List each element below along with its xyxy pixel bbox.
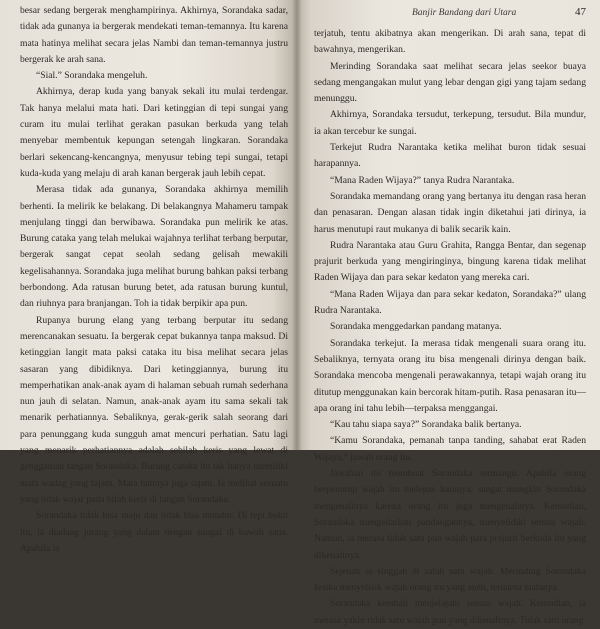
paragraph: Terkejut Rudra Narantaka ketika melihat buron tidak sesuai harapannya. <box>314 142 586 170</box>
paragraph: Jawaban itu membuat Sorandaka termangu. Apabila orang berpenutup wajah itu melepas kainnya, sangat mungkin Sorandaka mengenalinya karena orang itu juga mengenalinya. Kemudian, Sorandaka mengedarkan pandangannya, menyelidiki semua wajah. Namun, ia merasa tidak satu pun wajah para prajurit berkuda itu yang dikenalinya. <box>314 468 586 561</box>
paragraph: “Kamu Sorandaka, pemanah tanpa tanding, sahabat erat Raden Wijaya,” jawab orang itu. <box>314 435 586 463</box>
paragraph: Sorandaka menggedarkan pandang matanya. <box>330 321 502 333</box>
paragraph: “Mana Raden Wijaya?” tanya Rudra Narantaka. <box>330 174 515 186</box>
paragraph: Sejenak ia singgah di salah satu wajah. Merinding Sorandaka ketika menyelisik wajah orang itu yang anéh, teruarna matanya. <box>314 565 586 594</box>
paragraph: Rupanya burung elang yang terbang berputar itu sedang merencanakan sesuatu. Ia bergerak cepat bukannya tanpa maksud. Di ketinggian langit mata paksi cataka itu bisa melihat secara jelas sasaran yang dibidiknya. Dari ketinggiannya, burung itu memperhatikan anak-anak ayam di halaman sebuah rumah sederhana nun jauh di selatan. Namun, anak-anak ayam itu sama sekali tak menarik perhatiannya. Sebaliknya, gerak-gerik salah seorang dari para penunggang kuda sungguh amat mencuri perhatian. Satu lagi yang menarik perhatiannya adalah sebilah keris yang lewat di genggaman tangan Sorandaka. Burung cataka itu tak hanya memiliki mata wadag yang tajam. Mata hatinya juga tajam. Ia melihat sesuatu yang tidak wajar pada bilah keris di tangan Sorandaka. <box>20 314 288 505</box>
paragraph: “Kau tahu siapa saya?” Sorandaka balik bertanya. <box>330 419 522 431</box>
paragraph: terjatuh, tentu akibatnya akan mengerikan. Di arah sana, tepat di bawahnya, mengerikan. <box>314 28 586 56</box>
left-page-body <box>20 3 288 557</box>
paragraph: Sorandaka memandang orang yang bertanya itu dengan rasa heran dan penasaran. Dengan alasan tidak ingin diketahui jati dirinya, ia harus menutupi raut mukanya di balik secarik kain. <box>314 190 586 235</box>
paragraph: Akhirnya, derap kuda yang banyak sekali itu mulai terdengar. Tak hanya melalui mata hati. Dari ketinggian di tepi sungai yang curam itu mulai terlihat gerakan pasukan berkuda yang telah menyebar membentuk kepungan setengah lingkaran. Sorandaka berlari sekencang-kencangnya, menyusur tebing tepi sungai, tetapi kuda-kuda yang melaju di arah kanan bergerak jauh lebih cepat. <box>20 86 288 179</box>
running-header: Banjir Bandang dari Utara <box>412 8 517 18</box>
paragraph: Merasa tidak ada gunanya, Sorandaka akhirnya memilih berhenti. Ia melirik ke belakang. Di belakangnya Mahameru tampak menjulang tinggi dan berwibawa. Sorandaka pun melirik ke atas. Burung cataka yang telah melukai wajahnya terlihat terbang berputar, bergerak sangat cepat seolah sedang gelisah mewakili kegelisahannya. Sorandaka juga melihat burung bahkan paksi terbang berbondong. Ada ratusan burung betet, ada ratusan burung kuntul, dan riuhnya para branjangan. Toh ia tidak berpikir apa pun. <box>20 184 289 310</box>
paragraph: Akhirnya, Sorandaka tersudut, terkepung, tersudut. Bila mundur, ia akan tercebur ke sungai. <box>314 109 586 137</box>
left-page <box>0 0 296 554</box>
page-number: 47 <box>575 6 586 18</box>
right-page-body <box>314 26 586 629</box>
paragraph: Merinding Sorandaka saat melihat secara jelas seekor buaya sedang mengangakan mulut yang lebar dengan gigi yang tajam sedang menunggu. <box>314 60 586 105</box>
paragraph: “Sial.” Sorandaka mengeluh. <box>36 70 148 82</box>
right-page <box>296 0 600 626</box>
paragraph: Sorandaka terkejut. Ia merasa tidak mengenali suara orang itu. Sebaliknya, ternyata orang itu bisa mengenali dirinya dengan baik. Sorandaka mencoba mengenali perawakannya, tetapi wajah orang itu ditutup menggunakan kain bercorak hitam-putih. Rasa penasaran itu—apa orang ini tahu lebih—terpaksa menggangai. <box>314 337 586 414</box>
paragraph: Rudra Narantaka atau Guru Grahita, Rangga Bentar, dan segenap prajurit berkuda yang mengiringinya, bingung karena tidak melihat Raden Wijaya dan para sekar kedaton yang mereka cari. <box>314 239 586 284</box>
book-gutter <box>292 0 302 450</box>
paragraph: besar sedang bergerak menghampirinya. Akhirnya, Sorandaka sadar, tidak ada gunanya ia bergerak mendekati teman-temannya. Itu karena mata hatinya melihat secara jelas Nambi dan teman-temannya justru bergerak ke arah sana. <box>20 5 288 65</box>
paragraph: Sorandaka kembali menjelajahi semua wajah. Kemudian, ia merasa yakin tidak satu wajah pun yang dikenalinya. Tidak satu orang <box>314 598 586 626</box>
paragraph: “Mana Raden Wijaya dan para sekar kedaton, Sorandaka?” ulang Rudra Narantaka. <box>314 288 586 317</box>
paragraph: Sorandaka tidak bisa maju dan tidak bisa mundur. Di tepi bukit itu, ia diadang jurang yang dalam dengan sungai di bawah sana. Apabila ia <box>20 510 288 554</box>
